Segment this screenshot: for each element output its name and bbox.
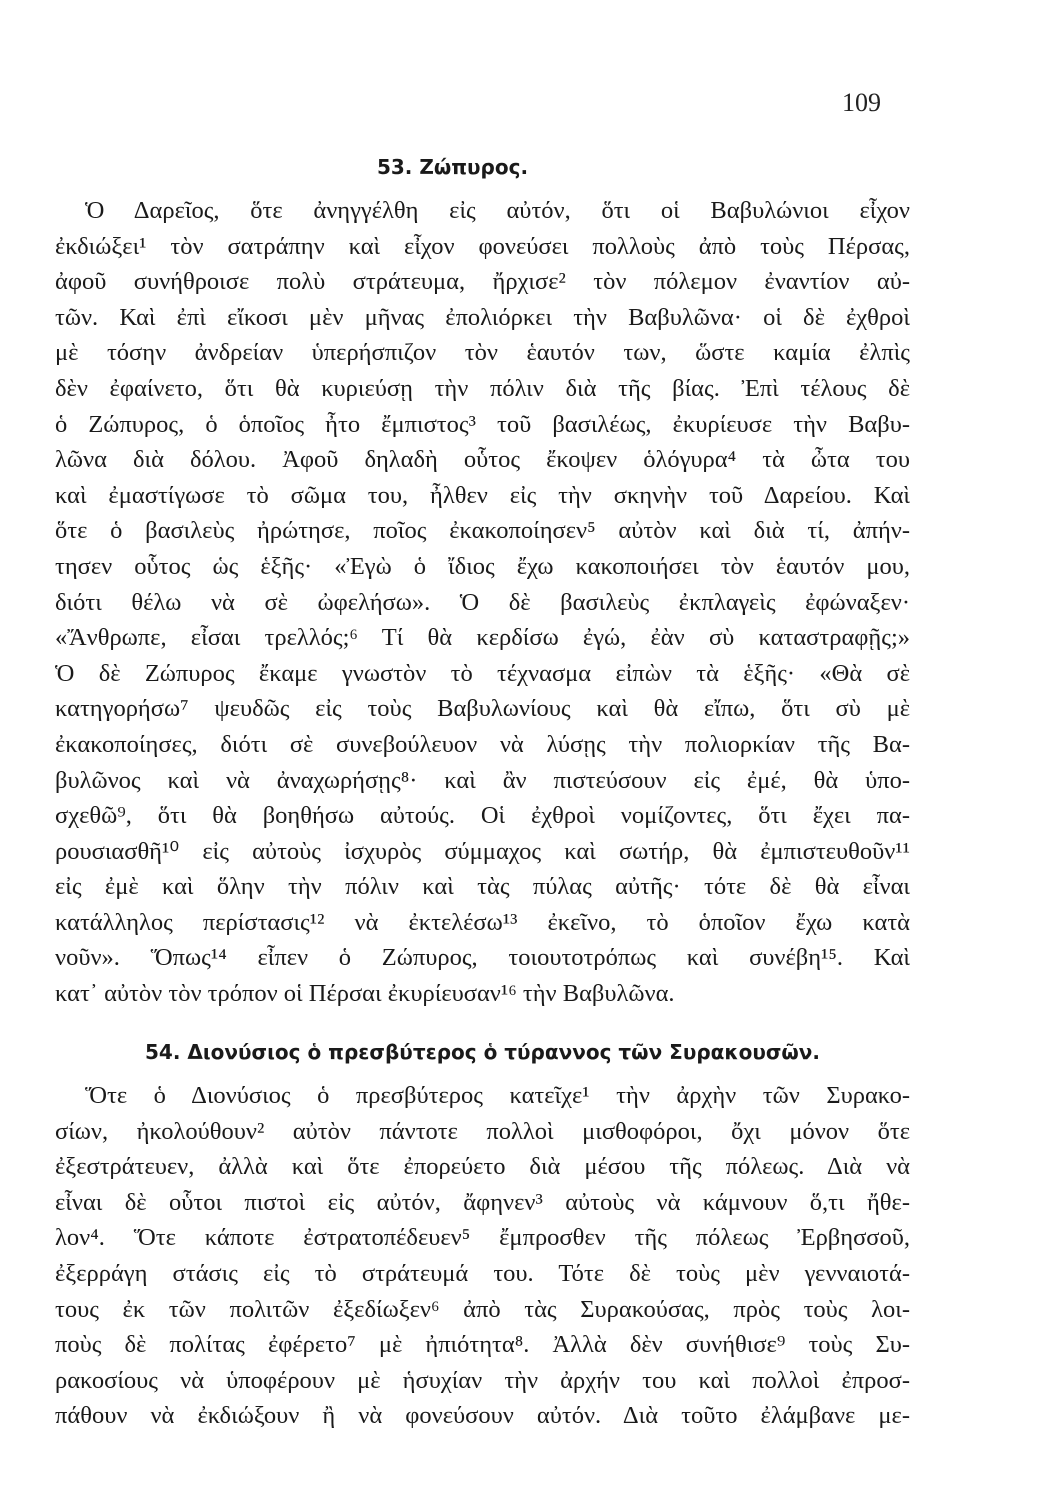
page-number: 109 [842,88,881,117]
text-line: βυλῶνος καὶ νὰ ἀναχωρήσῃς⁸· καὶ ἂν πιστεύσουν εἰς ἐμέ, θὰ ὑπο- [55,766,910,794]
section-heading: 53. Ζώπυρος. [376,155,529,179]
text-line: κατηγορήσω⁷ ψευδῶς εἰς τοὺς Βαβυλωνίους καὶ θὰ εἴπω, ὅτι σὺ μὲ [55,695,910,723]
text-line: ρουσιασθῆ¹⁰ εἰς αὐτοὺς ἰσχυρὸς σύμμαχος καὶ σωτήρ, θὰ ἐμπιστευθοῦν¹¹ [55,837,910,865]
text-line: εἶναι δὲ οὗτοι πιστοὶ εἰς αὐτόν, ἄφηνεν³ αὐτοὺς νὰ κάμνουν ὅ,τι ἤθε- [55,1188,910,1216]
text-line: νοῦν». Ὅπως¹⁴ εἶπεν ὁ Ζώπυρος, τοιουτοτρόπως καὶ συνέβη¹⁵. Καὶ [55,944,910,972]
text-line: Ὁ Δαρεῖος, ὅτε ἀνηγγέλθη εἰς αὐτόν, ὅτι οἱ Βαβυλώνιοι εἶχον [85,197,910,224]
text-line: λῶνα διὰ δόλου. Ἀφοῦ δηλαδὴ οὗτος ἔκοψεν ὁλόγυρα⁴ τὰ ὦτα του [55,446,910,474]
text-line: ἐκδιώξει¹ τὸν σατράπην καὶ εἶχον φονεύσει πολλοὺς ἀπὸ τοὺς Πέρσας, [55,232,910,260]
text-line: ρακοσίους νὰ ὑποφέρουν μὲ ἡσυχίαν τὴν ἀρχήν του καὶ πολλοὶ ἐπροσ- [55,1366,910,1394]
text-line: ὁ Ζώπυρος, ὁ ὁποῖος ἦτο ἔμπιστος³ τοῦ βασιλέως, ἐκυρίευσε τὴν Βαβυ- [55,410,910,438]
text-line: «Ἄνθρωπε, εἶσαι τρελλός;⁶ Τί θὰ κερδίσω ἐγώ, ἐὰν σὺ καταστραφῇς;» [55,624,910,652]
text-line: μὲ τόσην ἀνδρείαν ὑπερήσπιζον τὸν ἑαυτόν των, ὥστε καμία ἐλπὶς [55,339,910,367]
section-54 [55,1040,910,1434]
section-53 [55,155,910,1012]
text-line: κατάλληλος περίστασις¹² νὰ ἐκτελέσω¹³ ἐκεῖνο, τὸ ὁποῖον ἔχω κατὰ [55,908,910,936]
text-line: τους ἐκ τῶν πολιτῶν ἐξεδίωξεν⁶ ἀπὸ τὰς Συρακούσας, πρὸς τοὺς λοι- [55,1295,910,1323]
text-line: τῶν. Καὶ ἐπὶ εἴκοσι μὲν μῆνας ἐπολιόρκει τὴν Βαβυλῶνα· οἱ δὲ ἐχθροὶ [55,303,910,331]
section-heading: 54. Διονύσιος ὁ πρεσβύτερος ὁ τύραννος τῶν Συρακουσῶν. [144,1040,821,1064]
text-line: λον⁴. Ὅτε κάποτε ἐστρατοπέδευεν⁵ ἔμπροσθεν τῆς πόλεως Ἐρβησσοῦ, [55,1224,910,1252]
text-line: ἐξερράγη στάσις εἰς τὸ στράτευμά του. Τότε δὲ τοὺς μὲν γενναιοτά- [55,1259,910,1287]
text-line: ἀφοῦ συνήθροισε πολὺ στράτευμα, ἤρχισε² τὸν πόλεμον ἐναντίον αὐ- [55,268,910,296]
text-line: δὲν ἐφαίνετο, ὅτι θὰ κυριεύσῃ τὴν πόλιν διὰ τῆς βίας. Ἐπὶ τέλους δὲ [55,374,910,402]
text-line: τησεν οὗτος ὡς ἑξῆς· «Ἐγὼ ὁ ἴδιος ἔχω κακοποιήσει τὸν ἑαυτόν μου, [55,552,910,580]
text-line: εἰς ἐμὲ καὶ ὅλην τὴν πόλιν καὶ τὰς πύλας αὐτῆς· τότε δὲ θὰ εἶναι [55,873,910,901]
text-line: ποὺς δὲ πολίτας ἐφέρετο⁷ μὲ ἠπιότητα⁸. Ἀλλὰ δὲν συνήθισε⁹ τοὺς Συ- [55,1331,910,1359]
text-line: ἐξεστράτευεν, ἀλλὰ καὶ ὅτε ἐπορεύετο διὰ μέσου τῆς πόλεως. Διὰ νὰ [55,1153,910,1181]
text-line: σίων, ἠκολούθουν² αὐτὸν πάντοτε πολλοὶ μισθοφόροι, ὄχι μόνον ὅτε [55,1117,910,1145]
text-line: Ὁ δὲ Ζώπυρος ἔκαμε γνωστὸν τὸ τέχνασμα εἰπὼν τὰ ἑξῆς· «Θὰ σὲ [55,659,910,687]
text-line: ὅτε ὁ βασιλεὺς ἠρώτησε, ποῖος ἐκακοποίησεν⁵ αὐτὸν καὶ διὰ τί, ἀπήν- [55,517,910,545]
text-line: σχεθῶ⁹, ὅτι θὰ βοηθήσω αὐτούς. Οἱ ἐχθροὶ νομίζοντες, ὅτι ἔχει πα- [55,802,910,830]
text-line: διότι θέλω νὰ σὲ ὠφελήσω». Ὁ δὲ βασιλεὺς ἐκπλαγεὶς ἐφώναξεν· [55,588,910,616]
text-line: καὶ ἐμαστίγωσε τὸ σῶμα του, ἦλθεν εἰς τὴν σκηνὴν τοῦ Δαρείου. Καὶ [55,481,910,509]
text-line: Ὅτε ὁ Διονύσιος ὁ πρεσβύτερος κατεῖχε¹ τὴν ἀρχὴν τῶν Συρακο- [85,1082,910,1109]
text-line: κατ᾽ αὐτὸν τὸν τρόπον οἱ Πέρσαι ἐκυρίευσαν¹⁶ τὴν Βαβυλῶνα. [55,980,675,1008]
section-body [55,1078,910,1434]
text-line: ἐκακοποίησες, διότι σὲ συνεβούλευον νὰ λύσῃς τὴν πολιορκίαν τῆς Βα- [55,730,910,758]
section-body [55,193,910,1012]
text-line: πάθουν νὰ ἐκδιώξουν ἢ νὰ φονεύσουν αὐτόν. Διὰ τοῦτο ἐλάμβανε με- [55,1402,910,1430]
